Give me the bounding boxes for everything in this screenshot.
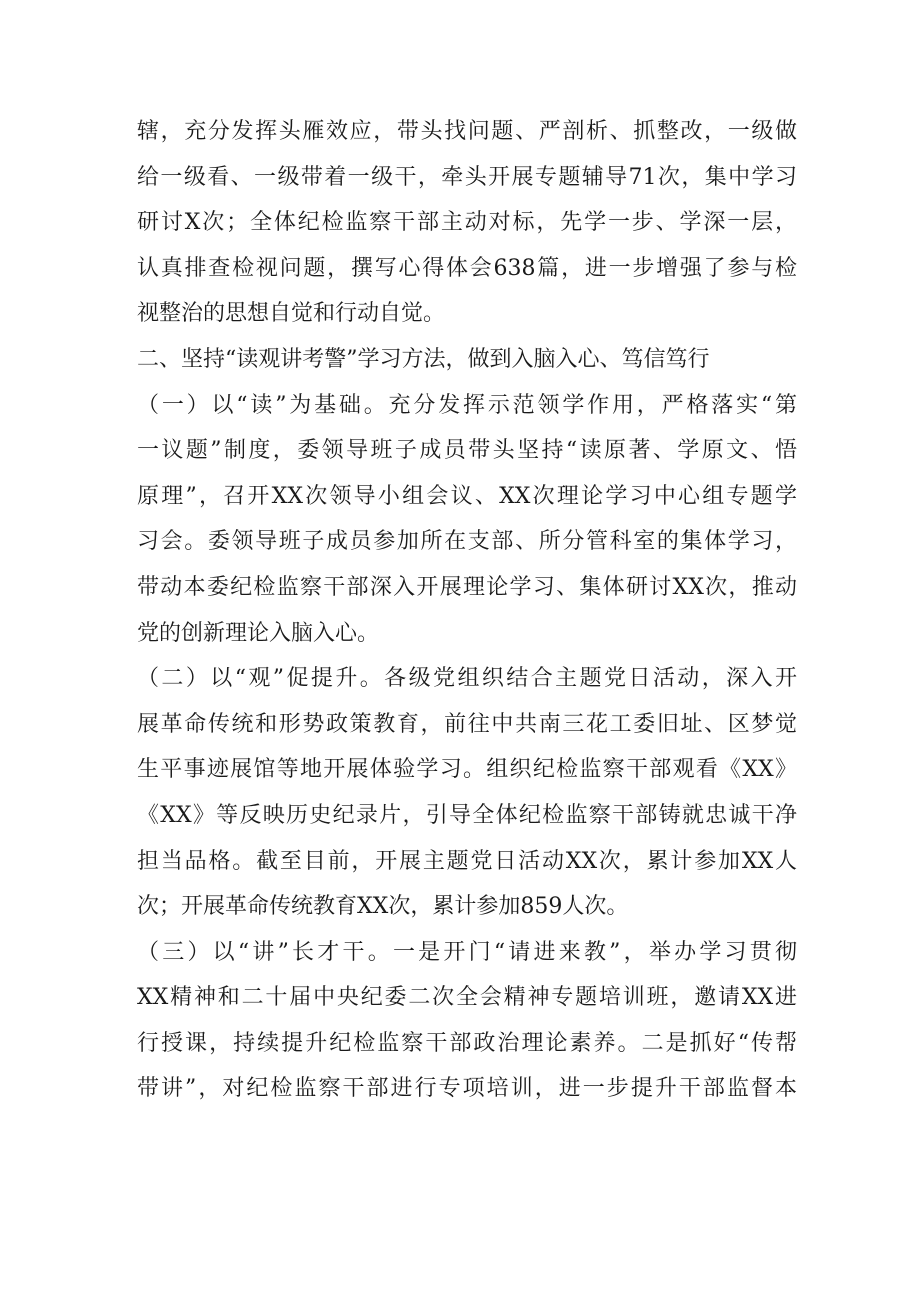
text-line: 一议题”制度，委领导班子成员带头坚持“读原著、学原文、悟	[137, 438, 797, 464]
paragraph-item-2	[137, 656, 797, 930]
text-line: 生平事迹展馆等地开展体验学习。组织纪检监察干部观看《XX》	[137, 757, 797, 783]
document-body	[137, 109, 797, 1112]
text-line: （三）以“讲”长才干。一是开门“请进来教”，举办学习贯彻	[137, 939, 797, 965]
text-line: 行授课，持续提升纪检监察干部政治理论素养。二是抓好“传帮	[137, 1030, 797, 1056]
text-line: 习会。委领导班子成员参加所在支部、所分管科室的集体学习，	[137, 529, 797, 555]
text-line: 视整治的思想自觉和行动自觉。	[137, 301, 446, 327]
text-line: 研讨X次；全体纪检监察干部主动对标，先学一步、学深一层，	[137, 210, 797, 236]
paragraph-item-1	[137, 383, 797, 657]
paragraph-item-3	[137, 930, 797, 1112]
paragraph-intro	[137, 109, 797, 337]
text-line: 给一级看、一级带着一级干，牵头开展专题辅导71次，集中学习	[137, 164, 797, 190]
text-line: 《XX》等反映历史纪录片，引导全体纪检监察干部铸就忠诚干净	[137, 802, 797, 828]
section-heading: 二、坚持“读观讲考警”学习方法，做到入脑入心、笃信笃行	[137, 346, 710, 372]
text-line: 原理”，召开XX次领导小组会议、XX次理论学习中心组专题学	[137, 483, 797, 509]
text-line: 带动本委纪检监察干部深入开展理论学习、集体研讨XX次，推动	[137, 574, 797, 600]
text-line: 展革命传统和形势政策教育，前往中共南三花工委旧址、区梦觉	[137, 711, 797, 737]
text-line: 认真排查检视问题，撰写心得体会638篇，进一步增强了参与检	[137, 255, 797, 281]
text-line: 次；开展革命传统教育XX次，累计参加859人次。	[137, 894, 629, 920]
text-line: 辖，充分发挥头雁效应，带头找问题、严剖析、抓整改，一级做	[137, 119, 797, 144]
text-line: 担当品格。截至目前，开展主题党日活动XX次，累计参加XX人	[137, 848, 797, 874]
text-line: （二）以“观”促提升。各级党组织结合主题党日活动，深入开	[137, 666, 797, 692]
text-line: 带讲”，对纪检监察干部进行专项培训，进一步提升干部监督本	[137, 1076, 797, 1102]
text-line: （一）以“读”为基础。充分发挥示范领学作用，严格落实“第	[137, 392, 797, 418]
text-line: 党的创新理论入脑入心。	[137, 620, 380, 646]
text-line: XX精神和二十届中央纪委二次全会精神专题培训班，邀请XX进	[137, 985, 797, 1011]
